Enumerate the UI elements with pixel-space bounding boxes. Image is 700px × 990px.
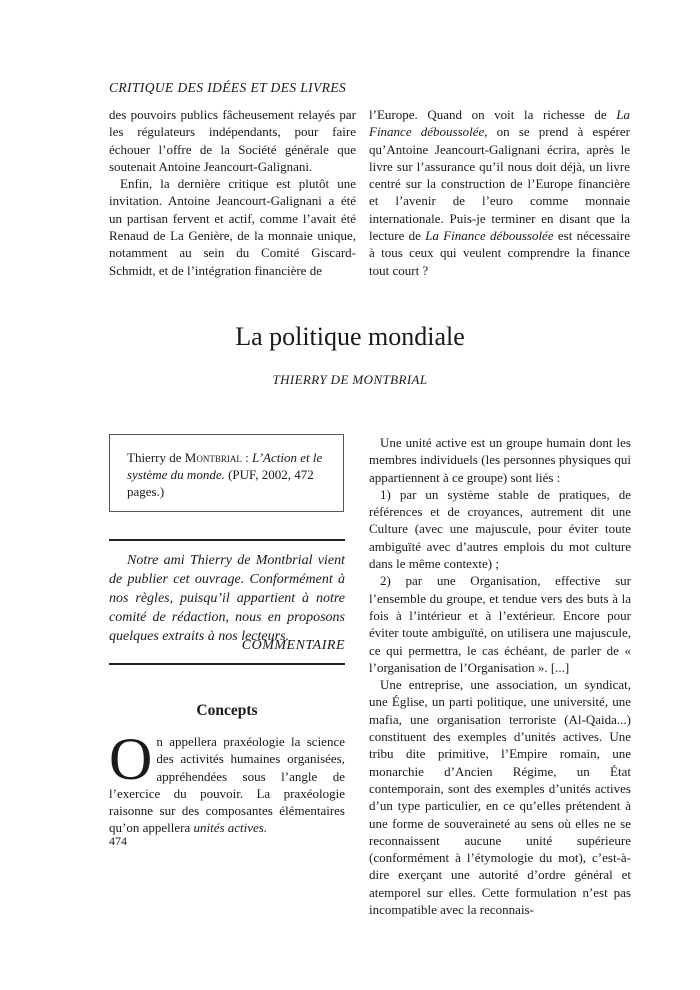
article-title: La politique mondiale bbox=[235, 322, 465, 351]
reference-text bbox=[127, 449, 332, 500]
reference-box bbox=[109, 434, 344, 512]
top-right-text-c: on se prend à espérer qu’Antoine Jeancourt-Galignani écrira, après le livre sur l’assurance qu’il nous doit déjà, un livre centré sur la construction de l’Europe financière et l’avenir de l’euro comme monnaie internationale. Puis-je terminer en disant que la lecture de bbox=[369, 124, 630, 244]
book-title-mention-1: La Finance déboussolée, bbox=[369, 107, 630, 140]
concepts-paragraph bbox=[109, 726, 345, 837]
top-left-column bbox=[109, 106, 356, 279]
top-right-text-e: est nécessaire à tous ceux qui veulent comprendre la finance tout court ? bbox=[369, 228, 630, 278]
top-right-column bbox=[369, 106, 630, 279]
reference-box-right-border bbox=[343, 434, 344, 512]
reference-separator: : bbox=[241, 450, 252, 465]
reference-author-first: Thierry de bbox=[127, 450, 185, 465]
article-author: THIERRY DE MONTBRIAL bbox=[272, 372, 428, 387]
intro-note bbox=[109, 551, 345, 646]
right-paragraph-3: 2) par une Organisation, effective sur l’ensemble du groupe, et tendue vers des buts à la fois à l’intérieur et à l’extérieur. Encore pour éviter toute ambiguïté, on utilisera une majuscule, ce qui permettra, le cas échéant, de parler de « l’organisation de l’Organisation ». [...] bbox=[369, 573, 631, 675]
page-number: 474 bbox=[109, 834, 127, 848]
intro-note-text: Notre ami Thierry de Montbrial vient de publier cet ouvrage. Conformément à nos règles, puisqu’il appartient à notre comité de rédaction, nous en proposons quelques extraits à nos lecteurs. bbox=[109, 553, 345, 644]
reference-box-bottom-border bbox=[109, 511, 344, 512]
comment-label: COMMENTAIRE bbox=[241, 638, 345, 653]
reference-box-top-border bbox=[109, 434, 344, 435]
right-column bbox=[369, 434, 631, 918]
top-right-paragraph bbox=[369, 106, 630, 279]
reference-box-left-border bbox=[109, 434, 110, 512]
reference-author-last: Montbrial bbox=[184, 450, 242, 465]
right-paragraph-2: 1) par un système stable de pratiques, de références et de croyances, autrement dit une Culture (avec une majuscule, pour éviter toute ambiguïté avec d’autres emplois du mot culture dans le même contexte) ; bbox=[369, 486, 631, 572]
divider-top bbox=[109, 539, 345, 541]
top-right-text-a: l’Europe. Quand on voit la richesse de bbox=[369, 107, 617, 122]
right-paragraph-4: Une entreprise, une association, un syndicat, une Église, un parti politique, une université, une mafia, une organisation terroriste (Al-Qaida...) constituent des exemples d’unités actives. Une tribu dite primitive, l’Empire romain, une monarchie d’Ancien Régime, un État contemporain, sont des exemples d’unités actives d’un type particulier, en ce qu’elles prétendent à une forme de souveraineté au sens où elles ne se reconnaissent aucune unité supérieure (conformément à l’étymologie du mot), c’est-à-dire exerçant une autorité d’ordre général et atemporel sur elles. Cette formulation n’est pas incompatible avec la reconnais- bbox=[369, 677, 631, 918]
reference-details: (PUF, 2002, 472 pages.) bbox=[127, 467, 314, 499]
divider-bottom bbox=[109, 663, 345, 665]
running-head: CRITIQUE DES IDÉES ET DES LIVRES bbox=[109, 80, 347, 95]
right-paragraph-1: Une unité active est un groupe humain dont les membres individuels (les personnes physiques qui appartiennent à ce groupe) sont liés : bbox=[369, 435, 631, 485]
reference-book-title: L’Action et le système du monde. bbox=[127, 450, 323, 482]
book-title-mention-2: La Finance déboussolée bbox=[425, 228, 554, 244]
drop-cap: O bbox=[109, 726, 153, 792]
section-heading: Concepts bbox=[196, 702, 258, 719]
top-left-paragraph-1: des pouvoirs publics fâcheusement relayés par les régulateurs indépendants, pour faire échouer l’offre de la Société générale que soutenait Antoine Jeancourt-Galignani. bbox=[109, 107, 356, 174]
top-left-paragraph-2: Enfin, la dernière critique est plutôt une invitation. Antoine Jeancourt-Galignani a été un partisan fervent et actif, comme l’avait été Renaud de La Genière, de la monnaie unique, notamment au sein du Comité Giscard-Schmidt, et de l’intégration financière de bbox=[109, 176, 356, 278]
concepts-text: n appellera praxéologie la science des activités humaines organisées, appréhendées sous l’angle de l’exercice du pouvoir. La praxéologie raisonne sur des composantes élémentaires qu’on appellera bbox=[109, 734, 345, 836]
concepts-term: unités actives. bbox=[193, 820, 268, 836]
